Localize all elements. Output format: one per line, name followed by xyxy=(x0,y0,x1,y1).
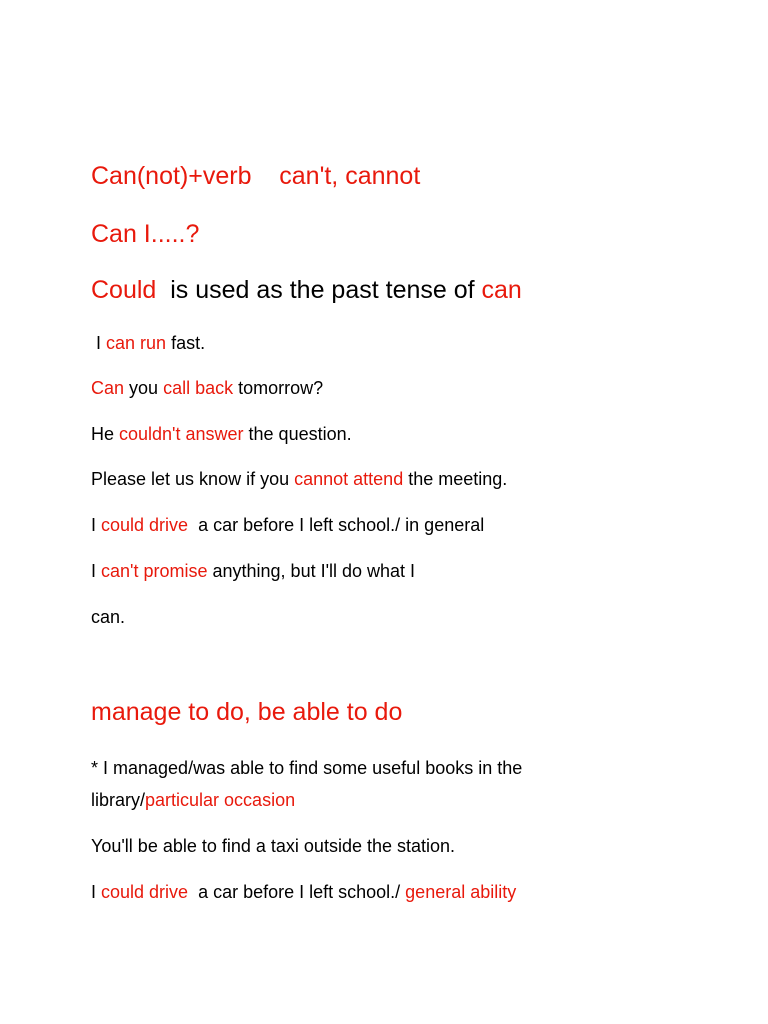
text-segment: a car before I left school./ xyxy=(188,882,406,902)
example-line xyxy=(91,424,352,445)
highlighted-phrase: cannot attend xyxy=(294,469,404,489)
highlighted-phrase: call back xyxy=(163,378,234,398)
text-segment: fast. xyxy=(166,333,206,353)
text-segment: I xyxy=(91,515,102,535)
text-segment: the meeting. xyxy=(403,469,508,489)
highlighted-phrase: Can I.....? xyxy=(91,220,200,248)
highlighted-phrase: particular occasion xyxy=(145,790,296,810)
text-segment: is used as the past tense of xyxy=(156,276,482,304)
example-line xyxy=(91,469,507,490)
highlighted-phrase: can't promise xyxy=(101,561,208,581)
text-segment: I xyxy=(91,561,102,581)
example-line xyxy=(91,836,455,857)
highlighted-phrase: could drive xyxy=(101,882,189,902)
example-line xyxy=(91,378,323,399)
text-segment: Please let us know if you xyxy=(91,469,295,489)
text-segment: I xyxy=(91,882,102,902)
section-heading-manage xyxy=(91,698,402,727)
highlighted-phrase: couldn't answer xyxy=(119,424,244,444)
rule-can-not-verb xyxy=(91,162,420,191)
text-segment: * I managed/was able to find some useful books in the xyxy=(91,758,523,778)
text-segment: I xyxy=(91,333,107,353)
example-line xyxy=(91,882,516,903)
highlighted-phrase: Can(not)+verb can't, cannot xyxy=(91,162,421,190)
text-segment: tomorrow? xyxy=(233,378,324,398)
highlighted-phrase: Could xyxy=(91,276,157,304)
example-line xyxy=(91,515,484,536)
rule-could-past-tense xyxy=(91,276,522,305)
example-line xyxy=(91,758,522,779)
highlighted-phrase: manage to do, be able to do xyxy=(91,698,403,726)
example-line xyxy=(91,790,295,811)
highlighted-phrase: general ability xyxy=(405,882,517,902)
rule-can-question xyxy=(91,220,199,249)
text-segment: a car before I left school./ in general xyxy=(188,515,485,535)
highlighted-phrase: can xyxy=(481,276,522,304)
highlighted-phrase: could drive xyxy=(101,515,189,535)
text-segment: the question. xyxy=(243,424,352,444)
example-line xyxy=(91,561,415,582)
highlighted-phrase: can run xyxy=(106,333,167,353)
example-line xyxy=(91,333,205,354)
example-line xyxy=(91,607,125,628)
text-segment: can. xyxy=(91,607,126,627)
text-segment: He xyxy=(91,424,120,444)
highlighted-phrase: Can xyxy=(91,378,125,398)
text-segment: you xyxy=(124,378,164,398)
text-segment: library/ xyxy=(91,790,146,810)
text-segment: You'll be able to find a taxi outside the station. xyxy=(91,836,456,856)
text-segment: anything, but I'll do what I xyxy=(207,561,416,581)
